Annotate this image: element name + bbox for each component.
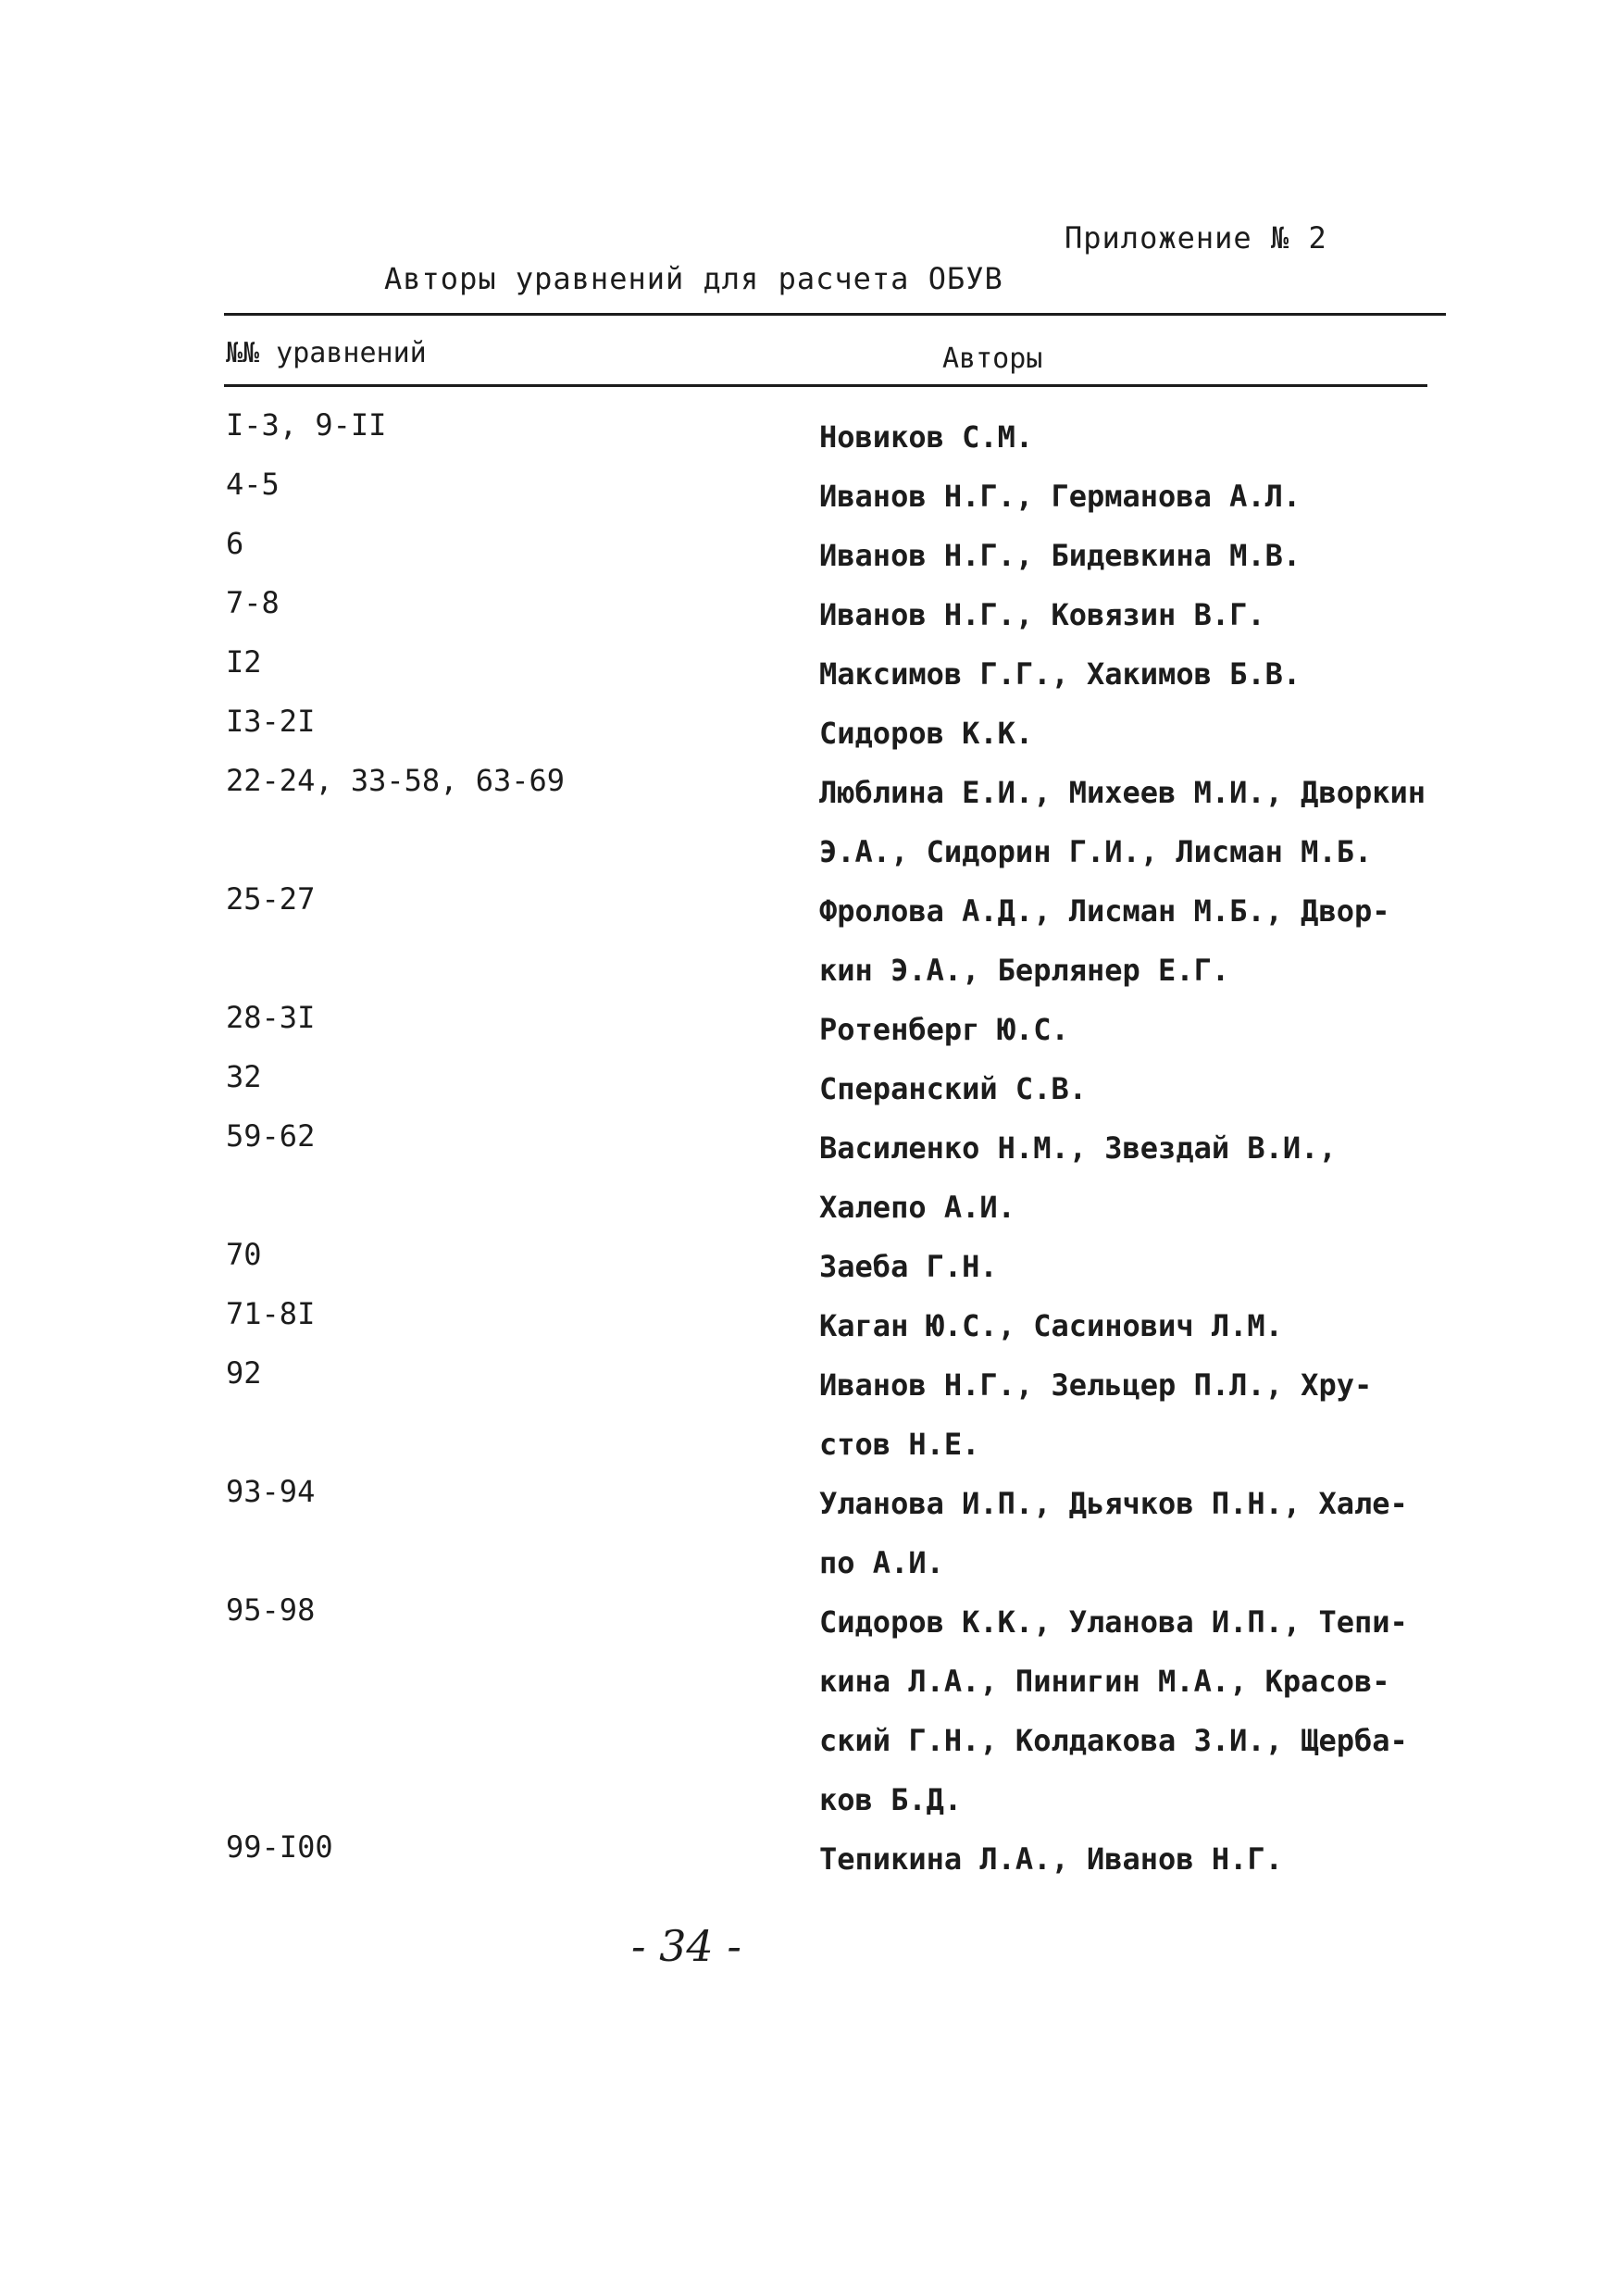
equation-numbers: 7-8	[226, 585, 280, 620]
authors-cell: Иванов Н.Г., Ковязин В.Г.	[819, 597, 1265, 632]
table-row	[0, 526, 1619, 585]
equation-numbers: I2	[226, 644, 262, 680]
authors-cell: Заеба Г.Н.	[819, 1249, 998, 1284]
column-header-authors: Авторы	[942, 343, 1043, 375]
table-header-rule	[224, 384, 1427, 387]
equation-numbers: 25-27	[226, 881, 316, 917]
page-number: - 34 -	[631, 1921, 741, 1971]
table-top-rule	[224, 313, 1446, 316]
table-row	[0, 881, 1619, 1000]
authors-cell: Сидоров К.К., Уланова И.П., Тепи- кина Л.А., Пинигин М.А., Красов- ский Г.Н., Колдакова З.И., Щерба- ков Б.Д.	[819, 1604, 1408, 1817]
table-row	[0, 1829, 1619, 1889]
equation-numbers: 70	[226, 1237, 262, 1272]
authors-cell: Иванов Н.Г., Зельцер П.Л., Хру- стов Н.Е.	[819, 1367, 1373, 1462]
equation-numbers: 59-62	[226, 1118, 316, 1154]
table-row	[0, 1296, 1619, 1355]
table-row	[0, 704, 1619, 763]
authors-cell: Иванов Н.Г., Германова А.Л.	[819, 479, 1301, 514]
appendix-label: Приложение № 2	[1065, 220, 1327, 256]
equation-numbers: I3-2I	[226, 704, 316, 739]
equation-numbers: I-3, 9-II	[226, 407, 387, 443]
table-row	[0, 1059, 1619, 1118]
equation-numbers: 4-5	[226, 467, 280, 502]
table-row	[0, 763, 1619, 881]
table-row	[0, 407, 1619, 467]
document-title: Авторы уравнений для расчета ОБУВ	[384, 261, 1003, 296]
equation-numbers: 32	[226, 1059, 262, 1094]
equation-numbers: 71-8I	[226, 1296, 316, 1331]
table-row	[0, 585, 1619, 644]
equation-numbers: 92	[226, 1355, 262, 1391]
authors-cell: Иванов Н.Г., Бидевкина М.В.	[819, 538, 1301, 573]
authors-cell: Фролова А.Д., Лисман М.Б., Двор- кин Э.А., Берлянер Е.Г.	[819, 893, 1390, 988]
authors-cell: Сперанский С.В.	[819, 1071, 1087, 1106]
authors-cell: Новиков С.М.	[819, 419, 1034, 455]
table-row	[0, 644, 1619, 704]
equation-numbers: 22-24, 33-58, 63-69	[226, 763, 566, 798]
equation-numbers: 93-94	[226, 1474, 316, 1509]
authors-cell: Тепикина Л.А., Иванов Н.Г.	[819, 1841, 1283, 1877]
authors-cell: Уланова И.П., Дьячков П.Н., Хале- по А.И.	[819, 1486, 1408, 1580]
authors-cell: Люблина Е.И., Михеев М.И., Дворкин Э.А., Сидорин Г.И., Лисман М.Б.	[819, 775, 1426, 869]
equation-numbers: 28-3I	[226, 1000, 316, 1035]
table-row	[0, 1474, 1619, 1592]
table-row	[0, 1000, 1619, 1059]
table-row	[0, 1237, 1619, 1296]
table-row	[0, 467, 1619, 526]
equation-numbers: 6	[226, 526, 244, 561]
authors-cell: Каган Ю.С., Сасинович Л.М.	[819, 1308, 1283, 1343]
equation-numbers: 95-98	[226, 1592, 316, 1628]
authors-cell: Сидоров К.К.	[819, 716, 1034, 751]
authors-cell: Василенко Н.М., Звездай В.И., Халепо А.И.	[819, 1130, 1337, 1225]
equation-numbers: 99-I00	[226, 1829, 333, 1865]
authors-cell: Ротенберг Ю.С.	[819, 1012, 1069, 1047]
authors-cell: Максимов Г.Г., Хакимов Б.В.	[819, 656, 1301, 692]
table-row	[0, 1592, 1619, 1829]
column-header-equations: №№ уравнений	[226, 337, 427, 369]
table-row	[0, 1118, 1619, 1237]
table-row	[0, 1355, 1619, 1474]
table-body	[0, 407, 1619, 1889]
